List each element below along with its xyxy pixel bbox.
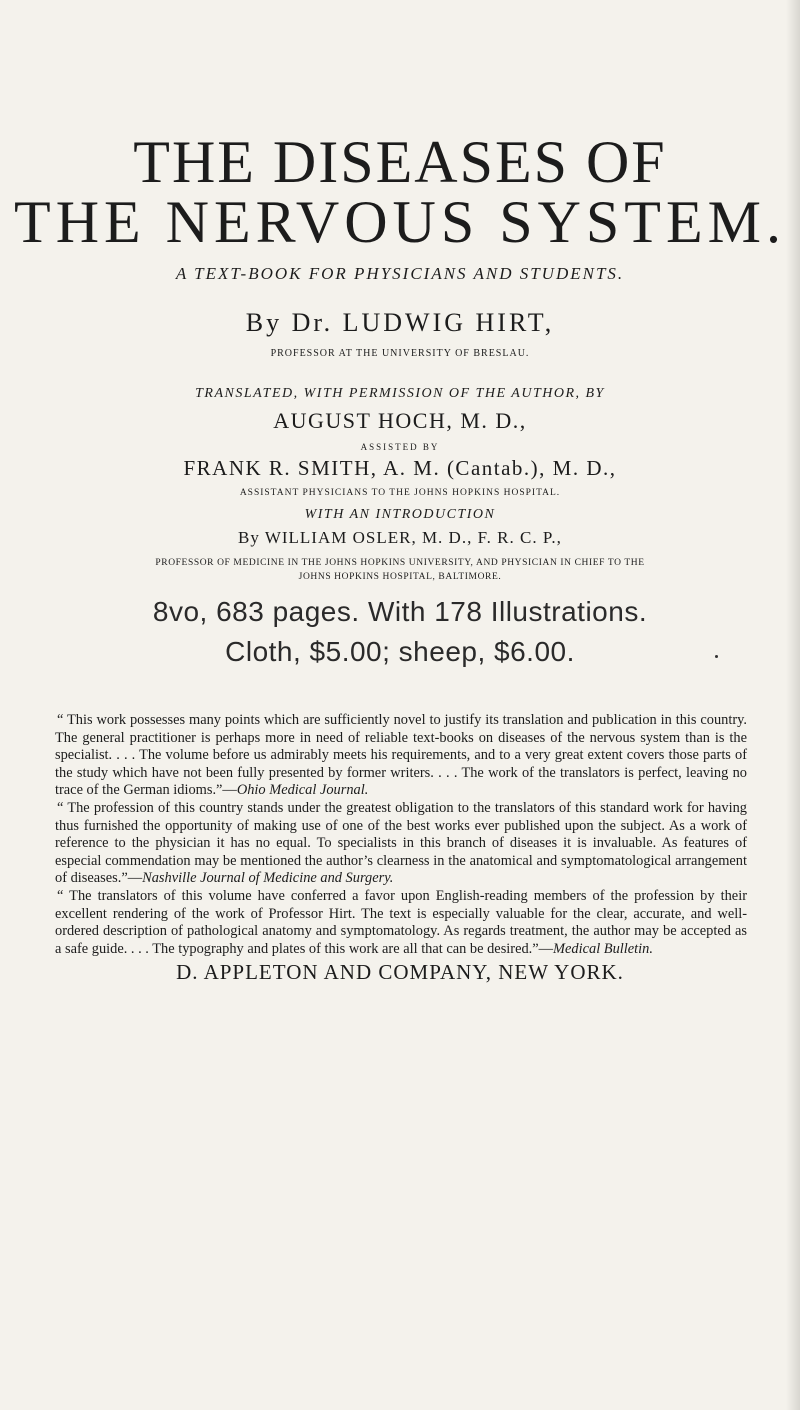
review: [55, 800, 747, 888]
position-line-2: JOHNS HOPKINS HOSPITAL, BALTIMORE.: [298, 572, 502, 582]
review-text: “ The profession of this country stands under the greatest obligation to the translators of this standard work for having thus furnished the opportunity of making use of one of the best works ever published upon the subject. As a work of reference to the physician it has no equal. To specialists in this branch of diseases it is invaluable. As features of especial commendation may be mentioned the author’s clearness in the anatomical and symptomatological arrangement of diseases.”—: [55, 799, 747, 887]
review-text: “ The translators of this volume have conferred a favor upon English-reading members of the profession by their excellent rendering of the work of Professor Hirt. The text is especially valuable for the clear, accurate, and well-ordered description of pathological anatomy and symptomatology. As regards treatment, the author may be accepted as a safe guide. . . . The typography and plates of this work are all that can be desired.”—: [55, 887, 747, 957]
review-text: “ This work possesses many points which are sufficiently novel to justify its translation and publication in this country. The general practitioner is perhaps more in need of reliable text-books on diseases of the nervous system than is the specialist. . . . The volume before us admirably meets his requirements, and to a very great extent covers those parts of the study which have not been fully presented by former writers. . . . The work of the translators is perfect, leaving no trace of the German idioms.”—: [55, 712, 747, 799]
author-line: [0, 308, 800, 338]
position-line-1: PROFESSOR OF MEDICINE IN THE JOHNS HOPKINS UNIVERSITY, AND PHYSICIAN IN CHIEF TO THE: [155, 558, 645, 568]
author-name: LUDWIG HIRT,: [342, 308, 555, 337]
author-by: By Dr.: [245, 308, 334, 337]
review-source: Nashville Journal of Medicine and Surgery.: [142, 870, 394, 887]
stray-dot: [715, 655, 718, 658]
publisher-line: D. APPLETON AND COMPANY, NEW YORK.: [176, 960, 624, 984]
translation-line: TRANSLATED, WITH PERMISSION OF THE AUTHOR, BY: [195, 386, 605, 401]
page-edge-shadow: [786, 0, 800, 1410]
introduction-author: By WILLIAM OSLER, M. D., F. R. C. P.,: [238, 528, 562, 547]
review-source: Ohio Medical Journal.: [236, 782, 369, 799]
introduction-line: WITH AN INTRODUCTION: [304, 507, 496, 522]
title-line-2: THE NERVOUS SYSTEM.: [14, 189, 786, 255]
assistant-position: ASSISTANT PHYSICIANS TO THE JOHNS HOPKINS HOSPITAL.: [239, 488, 561, 498]
format-line: 8vo, 683 pages. With 178 Illustrations.: [152, 596, 648, 627]
price-line: Cloth, $5.00; sheep, $6.00.: [225, 636, 575, 667]
title-line-1: THE DISEASES OF: [133, 129, 667, 195]
author-position: PROFESSOR AT THE UNIVERSITY OF BRESLAU.: [270, 348, 530, 359]
review: [55, 888, 747, 958]
review-source: Medical Bulletin.: [553, 940, 653, 957]
reviews-block: [55, 712, 747, 958]
assisted-by-label: ASSISTED BY: [360, 442, 440, 452]
introduction-author-position: [0, 556, 800, 584]
subtitle: A TEXT-BOOK FOR PHYSICIANS AND STUDENTS.: [175, 264, 625, 283]
translator-name: AUGUST HOCH, M. D.,: [273, 408, 527, 433]
assistant-name: FRANK R. SMITH, A. M. (Cantab.), M. D.,: [183, 456, 617, 480]
review: [55, 712, 747, 800]
